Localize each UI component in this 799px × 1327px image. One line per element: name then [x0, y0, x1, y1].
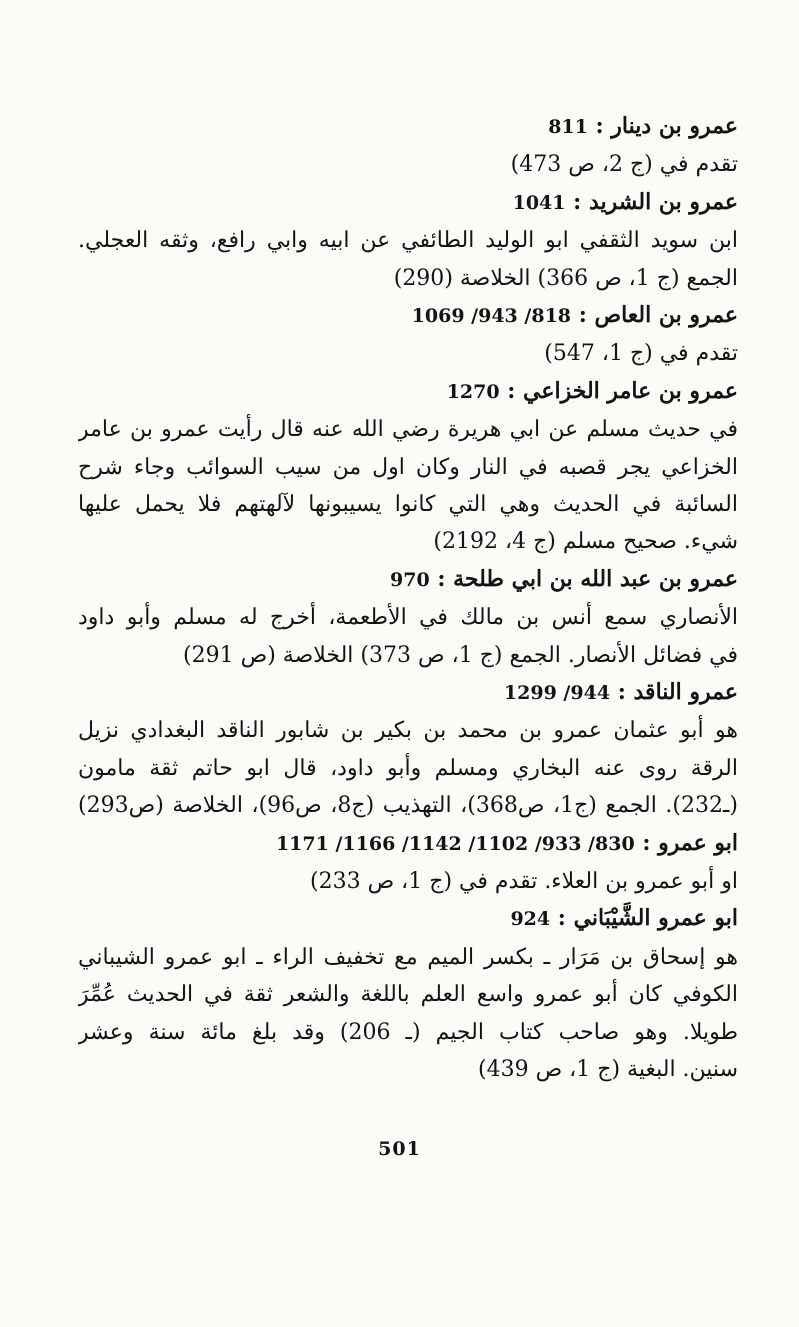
entry-line: الأنصاري سمع أنس بن مالك في الأطعمة، أخرج له مسلم وأبو داود: [78, 605, 738, 631]
entry-line: في حديث مسلم عن ابي هريرة رضي الله عنه قال رأيت عمرو بن عامر: [78, 417, 738, 443]
entry-name: عمرو بن دينار :: [595, 113, 738, 139]
entry-refs: 944/ 1299: [503, 682, 611, 705]
entry-line: او أبو عمرو بن العلاء. تقدم في (ج 1، ص 233): [310, 869, 738, 894]
entry-line: هو أبو عثمان عمرو بن محمد بن بكير بن شابور الناقد البغدادي نزيل: [78, 718, 738, 744]
entry-heading: [78, 184, 738, 222]
entry-amr-ibn-al-as: [78, 297, 738, 373]
entry-name: ابو عمرو الشَّيْبَاني :: [557, 905, 738, 932]
entry-line: تقدم في (ج 2، ص 473): [510, 152, 738, 178]
entry-heading: [78, 674, 738, 712]
entry-refs: 1270: [446, 380, 500, 403]
entry-line: شيء. صحيح مسلم (ج 4، 2192): [433, 529, 738, 555]
entry-line: هو إسحاق بن مَرَار ـ بكسر الميم مع تخفيف الراء ـ ابو عمرو الشيباني: [78, 944, 738, 970]
entry-line: في فضائل الأنصار. الجمع (ج 1، ص 373) الخلاصة (ص 291): [183, 642, 738, 668]
entry-amr-ibn-al-sharid: [78, 184, 738, 297]
entry-amr-ibn-dinar: [78, 108, 738, 184]
entry-line: السائبة في الحديث وهي التي كانوا يسيبونها لآلهتهم فلا يحمل عليها: [78, 492, 738, 518]
entry-refs: 1041: [512, 191, 566, 214]
entry-name: ابو عمرو :: [642, 829, 738, 856]
entry-amr-ibn-abdullah: [78, 561, 738, 674]
entry-heading: [78, 373, 738, 411]
entry-name: عمرو بن عبد الله بن ابي طلحة :: [437, 565, 738, 592]
entry-line: ابن سويد الثقفي ابو الوليد الطائفي عن ابيه وابي رافع، وثقه العجلي.: [78, 228, 738, 254]
entry-heading: [78, 561, 738, 599]
entry-abu-amr: [78, 825, 738, 901]
entry-amr-al-naqid: [78, 674, 738, 825]
entry-line: تقدم في (ج 1، 547): [544, 341, 738, 367]
entry-line: الرقة روى عنه البخاري ومسلم وأبو داود، قال ابو حاتم ثقة مامون: [78, 755, 738, 781]
entry-line: سنين. البغية (ج 1، ص 439): [478, 1056, 738, 1082]
entry-name: عمرو بن العاص :: [578, 302, 738, 329]
entry-heading: [78, 108, 738, 146]
entry-heading: [78, 297, 738, 335]
entry-line: الكوفي كان أبو عمرو واسع العلم باللغة والشعر ثقة في الحديث عُمِّرَ: [78, 982, 738, 1008]
entry-name: عمرو الناقد :: [617, 679, 738, 706]
entry-name: عمرو بن عامر الخزاعي :: [507, 377, 738, 404]
page-number: 501: [378, 1138, 421, 1160]
entry-refs: 818/ 943/ 1069: [411, 305, 572, 328]
page-body: [78, 108, 738, 1088]
entry-abu-amr-al-shaybani: [78, 900, 738, 1088]
entry-refs: 970: [390, 568, 430, 591]
entry-line: الجمع (ج 1، ص 366) الخلاصة (290): [393, 265, 738, 291]
entry-refs: 811: [548, 116, 588, 138]
entry-heading: [78, 900, 738, 938]
entry-amr-ibn-amir-al-khuzai: [78, 373, 738, 561]
entry-line: طويلا. وهو صاحب كتاب الجيم (ـ 206) وقد بلغ مائة سنة وعشر: [78, 1019, 738, 1045]
entry-name: عمرو بن الشريد :: [573, 188, 738, 215]
entry-line: (ـ232). الجمع (ج1، ص368)، التهذيب (ج8، ص96)، الخلاصة (ص293): [78, 793, 738, 819]
entry-refs: 830/ 933/ 1102/ 1142/ 1166/ 1171: [275, 832, 635, 855]
entry-refs: 924: [510, 908, 551, 931]
entry-heading: [78, 825, 738, 863]
entry-line: الخزاعي يجر قصبه في النار وكان اول من سيب السوائب وجاء شرح: [78, 454, 738, 480]
